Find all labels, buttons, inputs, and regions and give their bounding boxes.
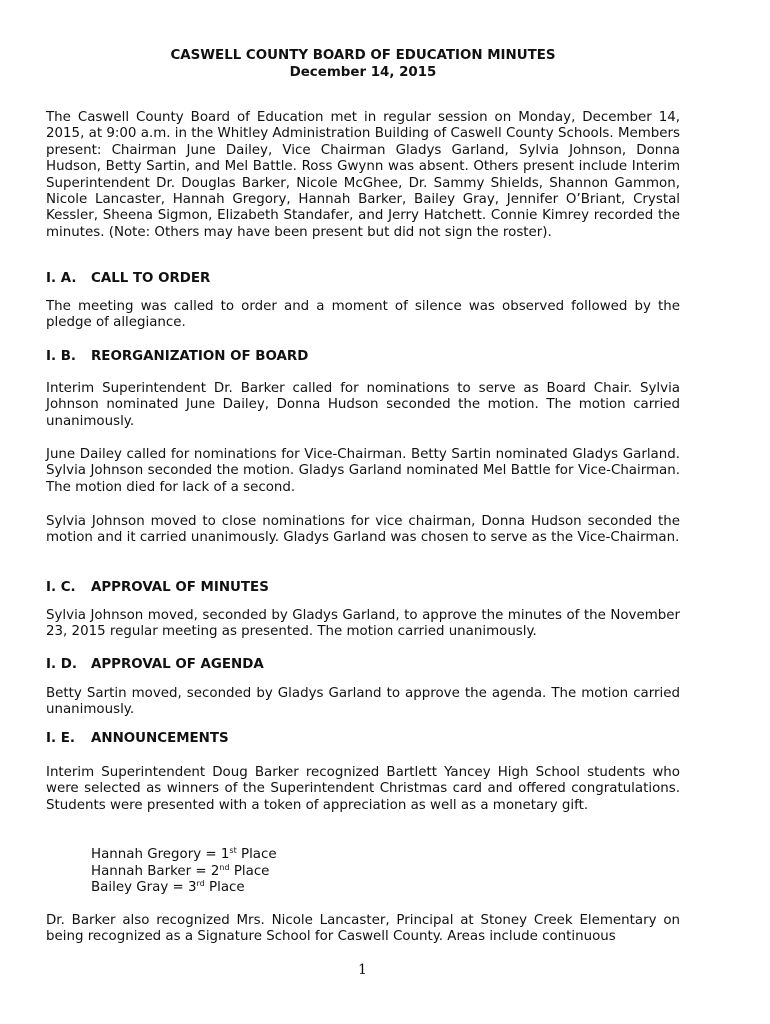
call-to-order-paragraph: The meeting was called to order and a moment of silence was observed followed by the pledge of allegiance. [46,299,680,331]
section-number: I. C. [46,580,76,595]
reorganization-paragraph-1: Interim Superintendent Dr. Barker called for nominations to serve as Board Chair. Sylvia Johnson nominated June Dailey, Donna Hudson seconded the motion. The motion carried unanimously. [46,381,680,429]
list-item: Bailey Gray = 3rd Place [91,879,245,896]
winners-list [91,847,277,897]
list-item: Hannah Barker = 2nd Place [91,862,270,879]
section-title: CALL TO ORDER [91,271,211,286]
reorganization-paragraph-2: June Dailey called for nominations for Vice-Chairman. Betty Sartin nominated Gladys Garland. Sylvia Johnson seconded the motion. Gladys Garland nominated Mel Battle for Vice-Chairman. The motion died for lack of a second. [46,447,680,495]
section-heading-reorganization [46,349,680,365]
announcements-paragraph-1: Interim Superintendent Doug Barker recognized Bartlett Yancey High School students who were selected as winners of the Superintendent Christmas card and offered congratulations. Students were presented with a token of appreciation as well as a monetary gift. [46,765,680,813]
intro-paragraph: The Caswell County Board of Education met in regular session on Monday, December 14, 2015, at 9:00 a.m. in the Whitley Administration Building of Caswell County Schools. Members present: Chairman June Dailey, Vice Chairman Gladys Garland, Sylvia Johnson, Donna Hudson, Betty Sartin, and Mel Battle. Ross Gwynn was absent. Others present include Interim Superintendent Dr. Douglas Barker, Nicole McGhee, Dr. Sammy Shields, Shannon Gammon, Nicole Lancaster, Hannah Gregory, Hannah Barker, Bailey Gray, Jennifer O’Briant, Crystal Kessler, Sheena Sigmon, Elizabeth Standafer, and Jerry Hatchett. Connie Kimrey recorded the minutes. (Note: Others may have been present but did not sign the roster). [46,110,680,240]
approval-of-agenda-paragraph: Betty Sartin moved, seconded by Gladys Garland to approve the agenda. The motion carried unanimously. [46,686,680,718]
section-title: APPROVAL OF MINUTES [91,580,269,595]
section-heading-approval-of-minutes [46,580,680,596]
section-heading-call-to-order [46,271,680,287]
section-heading-announcements [46,731,680,747]
section-title: ANNOUNCEMENTS [91,731,229,746]
section-title: APPROVAL OF AGENDA [91,657,264,672]
document-title: CASWELL COUNTY BOARD OF EDUCATION MINUTES [170,48,556,63]
reorganization-paragraph-3: Sylvia Johnson moved to close nominations for vice chairman, Donna Hudson seconded the motion and it carried unanimously. Gladys Garland was chosen to serve as the Vice-Chairman. [46,514,680,546]
section-number: I. E. [46,731,75,746]
approval-of-minutes-paragraph: Sylvia Johnson moved, seconded by Gladys Garland, to approve the minutes of the November 23, 2015 regular meeting as presented. The motion carried unanimously. [46,608,680,640]
document-date: December 14, 2015 [289,65,437,80]
section-number: I. A. [46,271,77,286]
page-number: 1 [358,962,367,978]
section-number: I. D. [46,657,77,672]
section-heading-approval-of-agenda [46,657,680,673]
section-number: I. B. [46,349,77,364]
section-title: REORGANIZATION OF BOARD [91,349,309,364]
list-item: Hannah Gregory = 1st Place [91,846,277,862]
announcements-paragraph-2: Dr. Barker also recognized Mrs. Nicole Lancaster, Principal at Stoney Creek Elementary on being recognized as a Signature School for Caswell County. Areas include continuous [46,913,680,945]
